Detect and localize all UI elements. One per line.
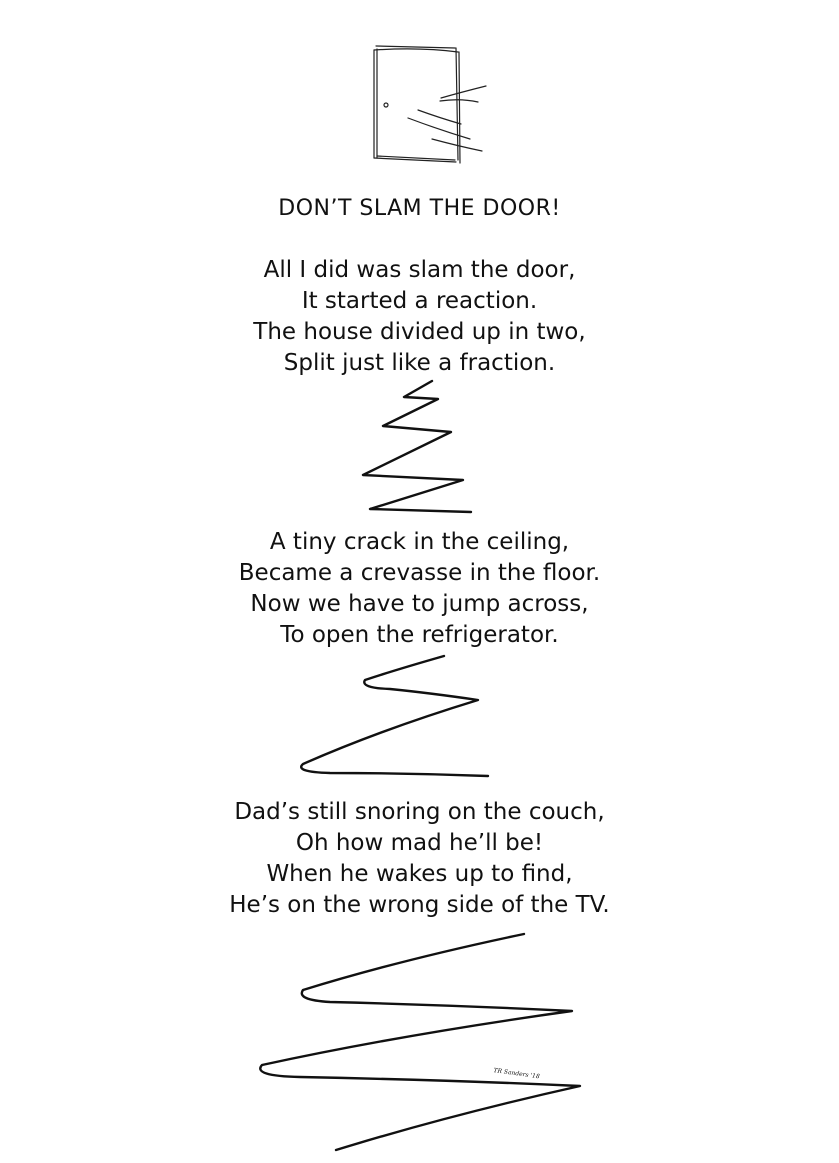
crack-medium-icon <box>301 656 488 776</box>
crack-small-icon <box>363 381 471 512</box>
poem-line: Now we have to jump across, <box>250 591 589 617</box>
poem-line: A tiny crack in the ceiling, <box>269 529 570 555</box>
poem-line: Became a crevasse in the floor. <box>238 560 601 586</box>
stanza <box>0 255 839 379</box>
poem-line: All I did was slam the door, <box>263 257 576 283</box>
poem-line: Split just like a fraction. <box>283 350 556 376</box>
poem-line: He’s on the wrong side of the TV. <box>229 892 610 918</box>
poem-line: Dad’s still snoring on the couch, <box>234 799 605 825</box>
stanza <box>0 527 839 651</box>
artist-signature: TR Sanders '18 <box>493 1067 541 1081</box>
poem-line: When he wakes up to find, <box>266 861 573 887</box>
stanza <box>0 797 839 921</box>
poem-line: To open the refrigerator. <box>280 622 559 648</box>
poem-line: It started a reaction. <box>301 288 538 314</box>
crack-large-icon <box>260 934 580 1150</box>
poem-title: DON’T SLAM THE DOOR! <box>278 196 561 221</box>
poem-line: Oh how mad he’ll be! <box>295 830 544 856</box>
poem-line: The house divided up in two, <box>253 319 586 345</box>
door-sketch-icon <box>374 46 486 163</box>
